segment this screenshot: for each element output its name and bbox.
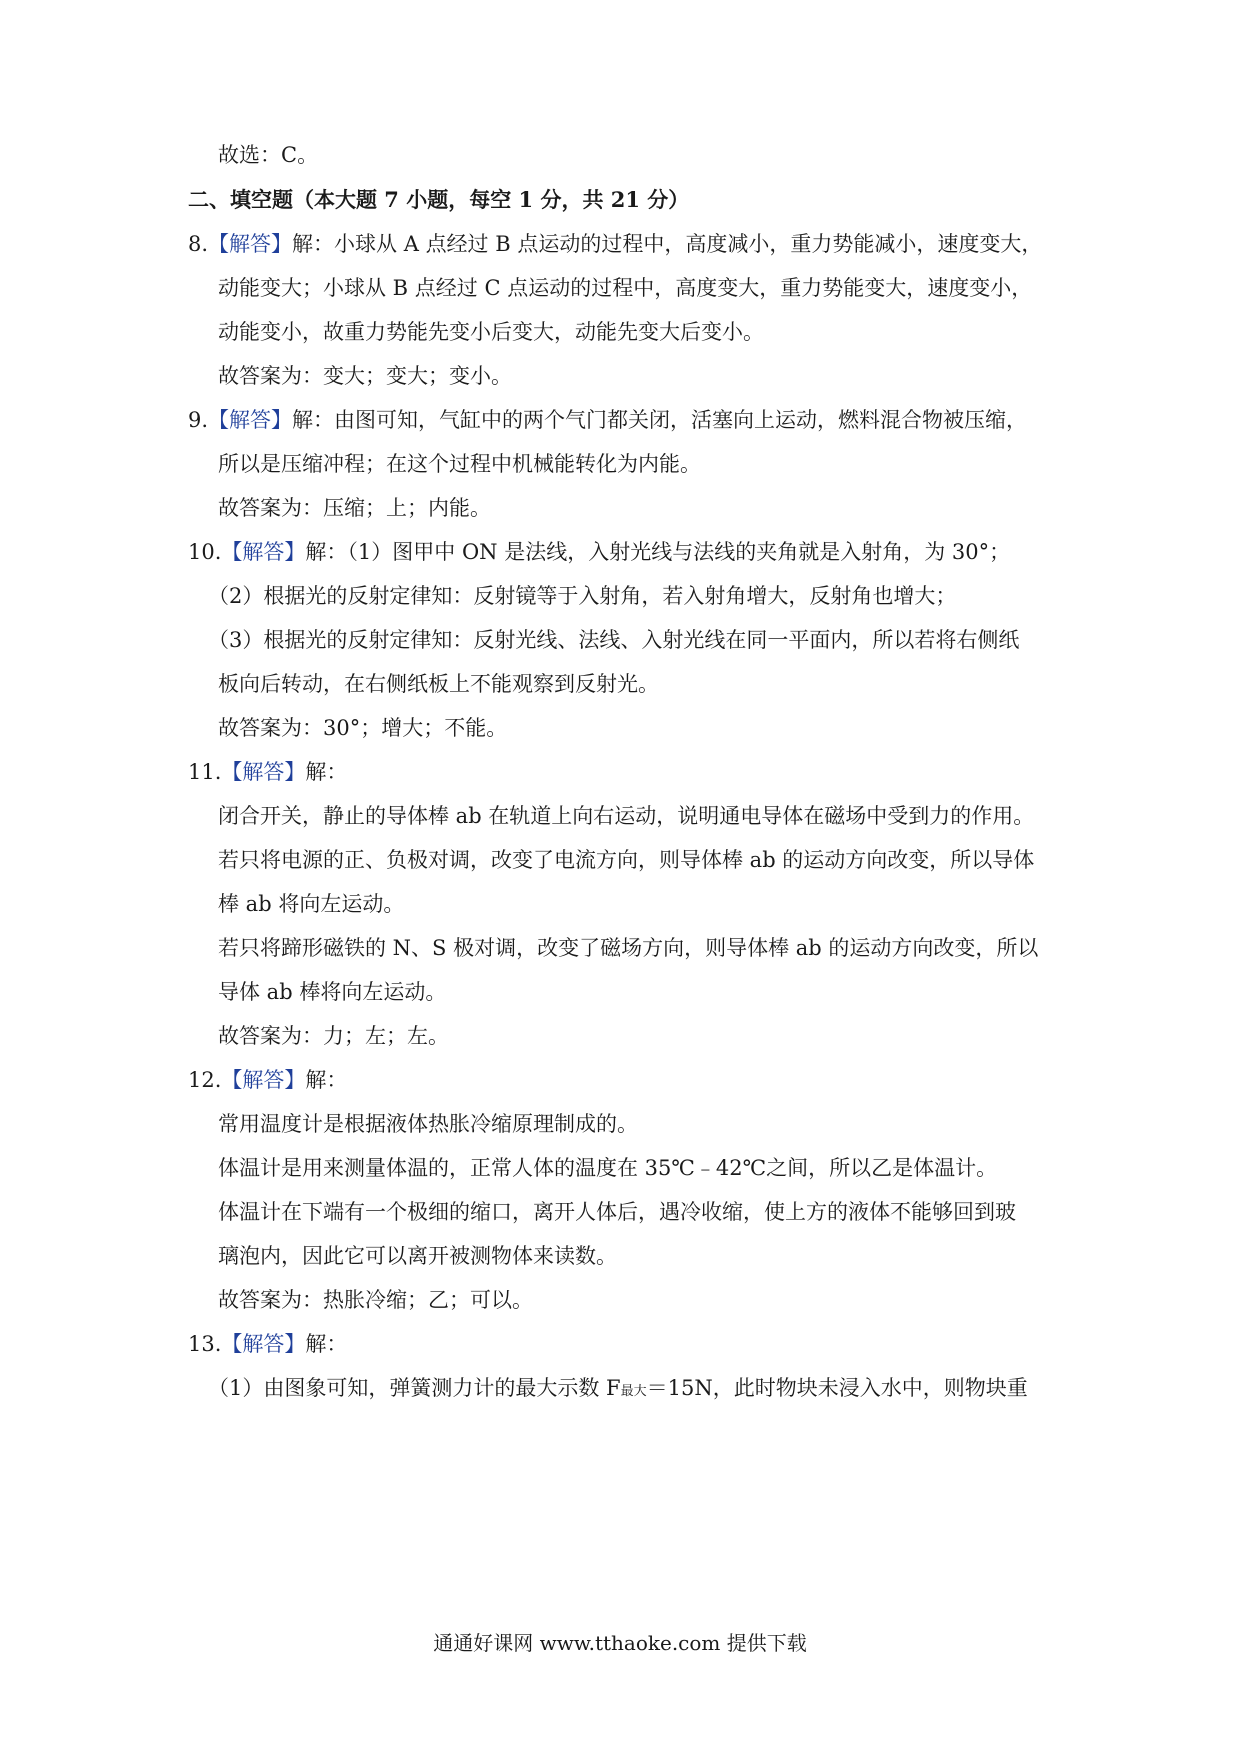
question-number: 8. (188, 232, 209, 256)
question-text: 解： (305, 760, 348, 784)
answer-line: 故答案为：30°；增大；不能。 (218, 716, 508, 740)
text-line: 所以是压缩冲程；在这个过程中机械能转化为内能。 (218, 452, 701, 476)
text-line: 体温计在下端有一个极细的缩口，离开人体后，遇冷收缩，使上方的液体不能够回到玻 (218, 1200, 1016, 1224)
text-line: 导体 ab 棒将向左运动。 (218, 980, 447, 1004)
text-line: 璃泡内，因此它可以离开被测物体来读数。 (218, 1244, 617, 1268)
page-footer: 通通好课网 www.tthaoke.com 提供下载 (433, 1631, 807, 1655)
text-line: 棒 ab 将向左运动。 (218, 892, 405, 916)
text-line: 板向后转动，在右侧纸板上不能观察到反射光。 (218, 672, 659, 696)
text-part: ＝15N，此时物块未浸入水中，则物块重 (646, 1376, 1028, 1400)
question-text: 解： (305, 1332, 348, 1356)
text-line: 若只将电源的正、负极对调，改变了电流方向，则导体棒 ab 的运动方向改变，所以导体 (218, 848, 1035, 872)
section-heading: 二、填空题（本大题 7 小题，每空 1 分，共 21 分） (188, 187, 690, 212)
answer-line: 故答案为：压缩；上；内能。 (218, 496, 491, 520)
question-12-line (188, 1065, 347, 1095)
question-text: 解：由图可知，气缸中的两个气门都关闭，活塞向上运动，燃料混合物被压缩， (292, 408, 1028, 432)
text-line: 闭合开关，静止的导体棒 ab 在轨道上向右运动，说明通电导体在磁场中受到力的作用。 (218, 804, 1035, 828)
question-13-line (188, 1329, 347, 1359)
question-number: 11. (188, 760, 222, 784)
answer-line: 故选：C。 (218, 143, 319, 167)
question-number: 13. (188, 1332, 222, 1356)
answer-tag: 【解答】 (208, 232, 293, 256)
question-number: 12. (188, 1068, 222, 1092)
text-line: 体温计是用来测量体温的，正常人体的温度在 35℃﹣42℃之间，所以乙是体温计。 (218, 1156, 998, 1180)
answer-tag: 【解答】 (221, 540, 306, 564)
answer-line: 故答案为：热胀冷缩；乙；可以。 (218, 1288, 533, 1312)
text-line: 常用温度计是根据液体热胀冷缩原理制成的。 (218, 1112, 638, 1136)
answer-tag: 【解答】 (221, 1068, 306, 1092)
question-8-line (188, 229, 1042, 259)
answer-line: 故答案为：力；左；左。 (218, 1024, 449, 1048)
question-11-line (188, 757, 347, 787)
question-number: 10. (188, 540, 222, 564)
text-line: 若只将蹄形磁铁的 N、S 极对调，改变了磁场方向，则导体棒 ab 的运动方向改变，所以 (218, 936, 1039, 960)
question-text: 解：小球从 A 点经过 B 点运动的过程中，高度减小，重力势能减小，速度变大， (292, 232, 1043, 256)
question-number: 9. (188, 408, 209, 432)
answer-line: 故答案为：变大；变大；变小。 (218, 364, 512, 388)
question-text: 解： (305, 1068, 348, 1092)
question-10-line (188, 537, 1010, 567)
answer-tag: 【解答】 (221, 1332, 306, 1356)
text-line: （2）根据光的反射定律知：反射镜等于入射角，若入射角增大，反射角也增大； (208, 584, 957, 608)
text-line: （3）根据光的反射定律知：反射光线、法线、入射光线在同一平面内，所以若将右侧纸 (208, 628, 1020, 652)
question-text: 解：（1）图甲中 ON 是法线，入射光线与法线的夹角就是入射角，为 30°； (305, 540, 1011, 564)
answer-tag: 【解答】 (221, 760, 306, 784)
question-9-line (188, 405, 1027, 435)
answer-tag: 【解答】 (208, 408, 293, 432)
text-part: （1）由图象可知，弹簧测力计的最大示数 F (208, 1376, 621, 1400)
subscript: 最大 (620, 1384, 647, 1399)
text-line (208, 1373, 1028, 1407)
text-line: 动能变大；小球从 B 点经过 C 点运动的过程中，高度变大，重力势能变大，速度变小， (218, 276, 1033, 300)
text-line: 动能变小，故重力势能先变小后变大，动能先变大后变小。 (218, 320, 764, 344)
